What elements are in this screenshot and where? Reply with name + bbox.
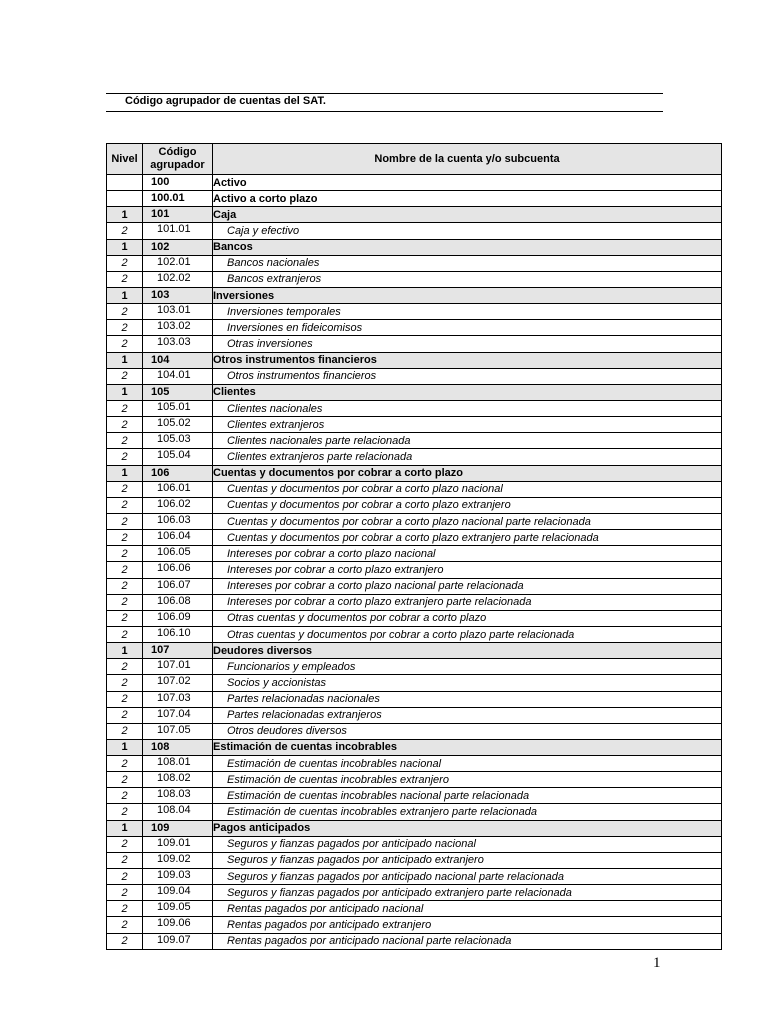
row-name-cell: Partes relacionadas extranjeros (213, 707, 722, 723)
row-code-cell: 101.01 (143, 223, 213, 239)
row-level-cell: 1 (107, 352, 143, 368)
row-code-cell: 106.05 (143, 546, 213, 562)
row-name-cell: Seguros y fianzas pagados por anticipado nacional (213, 836, 722, 852)
row-level-cell: 2 (107, 869, 143, 885)
row-name-cell: Bancos (213, 239, 722, 255)
row-level-cell: 2 (107, 433, 143, 449)
row-level-cell: 2 (107, 917, 143, 933)
row-level-cell: 1 (107, 287, 143, 303)
row-level-cell: 1 (107, 465, 143, 481)
table-row (107, 594, 722, 610)
page-number: 1 (653, 955, 661, 971)
table-row (107, 191, 722, 207)
table-row (107, 417, 722, 433)
row-name-cell: Activo a corto plazo (213, 191, 722, 207)
table-row (107, 449, 722, 465)
row-code-cell: 106.02 (143, 497, 213, 513)
row-code-cell: 102 (143, 239, 213, 255)
table-row (107, 707, 722, 723)
row-level-cell: 2 (107, 610, 143, 626)
row-name-cell: Bancos nacionales (213, 255, 722, 271)
header-name: Nombre de la cuenta y/o subcuenta (213, 144, 722, 175)
row-code-cell: 105.03 (143, 433, 213, 449)
row-code-cell: 107.01 (143, 659, 213, 675)
table-row (107, 530, 722, 546)
table-row (107, 788, 722, 804)
row-name-cell: Otros instrumentos financieros (213, 368, 722, 384)
table-row (107, 562, 722, 578)
row-name-cell: Deudores diversos (213, 643, 722, 659)
row-level-cell: 2 (107, 546, 143, 562)
table-body (107, 175, 722, 950)
row-code-cell: 105 (143, 384, 213, 400)
row-code-cell: 109.06 (143, 917, 213, 933)
table-row (107, 352, 722, 368)
row-code-cell: 109.07 (143, 933, 213, 949)
row-code-cell: 105.02 (143, 417, 213, 433)
table-row (107, 287, 722, 303)
row-name-cell: Intereses por cobrar a corto plazo extranjero parte relacionada (213, 594, 722, 610)
table-row (107, 723, 722, 739)
row-code-cell: 106.06 (143, 562, 213, 578)
row-level-cell: 2 (107, 594, 143, 610)
row-code-cell: 106.07 (143, 578, 213, 594)
row-level-cell: 2 (107, 320, 143, 336)
row-name-cell: Clientes extranjeros parte relacionada (213, 449, 722, 465)
row-level-cell: 2 (107, 336, 143, 352)
header-level: Nivel (107, 144, 143, 175)
row-code-cell: 108.04 (143, 804, 213, 820)
table-row (107, 675, 722, 691)
row-level-cell: 1 (107, 643, 143, 659)
table-row (107, 546, 722, 562)
row-name-cell: Seguros y fianzas pagados por anticipado extranjero parte relacionada (213, 885, 722, 901)
row-level-cell: 2 (107, 723, 143, 739)
row-name-cell: Seguros y fianzas pagados por anticipado nacional parte relacionada (213, 869, 722, 885)
row-name-cell: Caja y efectivo (213, 223, 722, 239)
table-row (107, 239, 722, 255)
row-code-cell: 109.04 (143, 885, 213, 901)
row-code-cell: 102.01 (143, 255, 213, 271)
table-row (107, 804, 722, 820)
table-row (107, 271, 722, 287)
table-row (107, 933, 722, 949)
row-name-cell: Cuentas y documentos por cobrar a corto plazo extranjero parte relacionada (213, 530, 722, 546)
row-code-cell: 106 (143, 465, 213, 481)
table-row (107, 320, 722, 336)
row-code-cell: 109.02 (143, 852, 213, 868)
row-code-cell: 109.05 (143, 901, 213, 917)
row-name-cell: Cuentas y documentos por cobrar a corto plazo (213, 465, 722, 481)
table-header-row (107, 144, 722, 175)
row-name-cell: Otras cuentas y documentos por cobrar a corto plazo (213, 610, 722, 626)
table-row (107, 756, 722, 772)
row-level-cell: 2 (107, 368, 143, 384)
row-level-cell: 2 (107, 271, 143, 287)
row-code-cell: 109.01 (143, 836, 213, 852)
table-row (107, 207, 722, 223)
row-level-cell: 1 (107, 207, 143, 223)
row-code-cell: 101 (143, 207, 213, 223)
row-name-cell: Inversiones en fideicomisos (213, 320, 722, 336)
row-code-cell: 108.03 (143, 788, 213, 804)
row-code-cell: 103.03 (143, 336, 213, 352)
row-level-cell: 2 (107, 756, 143, 772)
row-name-cell: Intereses por cobrar a corto plazo extranjero (213, 562, 722, 578)
row-code-cell: 103.02 (143, 320, 213, 336)
row-name-cell: Pagos anticipados (213, 820, 722, 836)
row-name-cell: Seguros y fianzas pagados por anticipado extranjero (213, 852, 722, 868)
row-level-cell: 1 (107, 739, 143, 755)
table-row (107, 304, 722, 320)
table-row (107, 739, 722, 755)
row-code-cell: 107.05 (143, 723, 213, 739)
row-level-cell: 2 (107, 578, 143, 594)
row-level-cell: 2 (107, 449, 143, 465)
row-level-cell: 2 (107, 497, 143, 513)
row-name-cell: Cuentas y documentos por cobrar a corto plazo nacional parte relacionada (213, 513, 722, 529)
table-row (107, 852, 722, 868)
header-code: Código agrupador (143, 144, 213, 175)
row-code-cell: 105.01 (143, 400, 213, 416)
row-code-cell: 109.03 (143, 869, 213, 885)
table-row (107, 481, 722, 497)
row-level-cell: 2 (107, 513, 143, 529)
row-level-cell: 2 (107, 481, 143, 497)
row-name-cell: Caja (213, 207, 722, 223)
table-row (107, 691, 722, 707)
row-level-cell: 2 (107, 852, 143, 868)
row-level-cell: 2 (107, 562, 143, 578)
row-level-cell: 2 (107, 675, 143, 691)
row-name-cell: Otras cuentas y documentos por cobrar a corto plazo parte relacionada (213, 626, 722, 642)
row-name-cell: Intereses por cobrar a corto plazo nacional parte relacionada (213, 578, 722, 594)
row-level-cell: 2 (107, 417, 143, 433)
row-code-cell: 102.02 (143, 271, 213, 287)
row-level-cell: 2 (107, 707, 143, 723)
row-name-cell: Estimación de cuentas incobrables extranjero (213, 772, 722, 788)
row-code-cell: 109 (143, 820, 213, 836)
row-name-cell: Rentas pagados por anticipado nacional parte relacionada (213, 933, 722, 949)
row-code-cell: 107.02 (143, 675, 213, 691)
table-row (107, 578, 722, 594)
row-level-cell: 2 (107, 400, 143, 416)
table-row (107, 497, 722, 513)
row-code-cell: 106.10 (143, 626, 213, 642)
row-code-cell: 103 (143, 287, 213, 303)
row-name-cell: Otros deudores diversos (213, 723, 722, 739)
table-row (107, 175, 722, 191)
row-level-cell: 2 (107, 772, 143, 788)
row-name-cell: Estimación de cuentas incobrables nacional (213, 756, 722, 772)
row-code-cell: 106.09 (143, 610, 213, 626)
row-name-cell: Bancos extranjeros (213, 271, 722, 287)
row-level-cell: 2 (107, 691, 143, 707)
row-code-cell: 108.02 (143, 772, 213, 788)
row-name-cell: Otras inversiones (213, 336, 722, 352)
row-name-cell: Clientes nacionales (213, 400, 722, 416)
row-level-cell: 2 (107, 901, 143, 917)
table-row (107, 255, 722, 271)
row-level-cell: 2 (107, 223, 143, 239)
table-row (107, 223, 722, 239)
row-code-cell: 107 (143, 643, 213, 659)
row-code-cell: 106.03 (143, 513, 213, 529)
row-level-cell (107, 191, 143, 207)
table-row (107, 885, 722, 901)
row-code-cell: 106.01 (143, 481, 213, 497)
row-level-cell: 2 (107, 530, 143, 546)
table-row (107, 869, 722, 885)
row-name-cell: Clientes nacionales parte relacionada (213, 433, 722, 449)
table-row (107, 626, 722, 642)
table-row (107, 400, 722, 416)
row-level-cell: 2 (107, 626, 143, 642)
row-name-cell: Activo (213, 175, 722, 191)
row-code-cell: 104.01 (143, 368, 213, 384)
row-name-cell: Socios y accionistas (213, 675, 722, 691)
row-level-cell: 2 (107, 836, 143, 852)
table-row (107, 772, 722, 788)
row-name-cell: Intereses por cobrar a corto plazo nacional (213, 546, 722, 562)
row-name-cell: Rentas pagados por anticipado nacional (213, 901, 722, 917)
row-name-cell: Inversiones temporales (213, 304, 722, 320)
table-row (107, 513, 722, 529)
table-row (107, 917, 722, 933)
table-row (107, 659, 722, 675)
document-title-bar (106, 93, 663, 112)
row-level-cell: 2 (107, 304, 143, 320)
row-level-cell: 2 (107, 255, 143, 271)
table-row (107, 820, 722, 836)
table-row (107, 433, 722, 449)
row-code-cell: 103.01 (143, 304, 213, 320)
row-name-cell: Estimación de cuentas incobrables (213, 739, 722, 755)
row-level-cell: 2 (107, 885, 143, 901)
table-row (107, 336, 722, 352)
row-level-cell: 2 (107, 788, 143, 804)
row-level-cell: 1 (107, 820, 143, 836)
row-level-cell (107, 175, 143, 191)
row-name-cell: Otros instrumentos financieros (213, 352, 722, 368)
table-row (107, 368, 722, 384)
row-name-cell: Estimación de cuentas incobrables extranjero parte relacionada (213, 804, 722, 820)
row-level-cell: 2 (107, 804, 143, 820)
row-name-cell: Funcionarios y empleados (213, 659, 722, 675)
row-name-cell: Inversiones (213, 287, 722, 303)
account-codes-table (106, 143, 722, 950)
row-name-cell: Estimación de cuentas incobrables nacional parte relacionada (213, 788, 722, 804)
row-name-cell: Clientes extranjeros (213, 417, 722, 433)
row-name-cell: Partes relacionadas nacionales (213, 691, 722, 707)
table-row (107, 643, 722, 659)
row-code-cell: 105.04 (143, 449, 213, 465)
row-code-cell: 107.03 (143, 691, 213, 707)
table-row (107, 901, 722, 917)
table-row (107, 836, 722, 852)
table-row (107, 384, 722, 400)
table-row (107, 465, 722, 481)
row-level-cell: 2 (107, 659, 143, 675)
row-code-cell: 107.04 (143, 707, 213, 723)
row-code-cell: 108 (143, 739, 213, 755)
row-name-cell: Cuentas y documentos por cobrar a corto plazo nacional (213, 481, 722, 497)
row-name-cell: Cuentas y documentos por cobrar a corto plazo extranjero (213, 497, 722, 513)
row-level-cell: 2 (107, 933, 143, 949)
row-code-cell: 104 (143, 352, 213, 368)
document-title: Código agrupador de cuentas del SAT. (125, 95, 326, 107)
row-name-cell: Rentas pagados por anticipado extranjero (213, 917, 722, 933)
row-name-cell: Clientes (213, 384, 722, 400)
row-code-cell: 100 (143, 175, 213, 191)
row-code-cell: 100.01 (143, 191, 213, 207)
row-code-cell: 108.01 (143, 756, 213, 772)
row-code-cell: 106.04 (143, 530, 213, 546)
table-row (107, 610, 722, 626)
row-code-cell: 106.08 (143, 594, 213, 610)
row-level-cell: 1 (107, 384, 143, 400)
row-level-cell: 1 (107, 239, 143, 255)
